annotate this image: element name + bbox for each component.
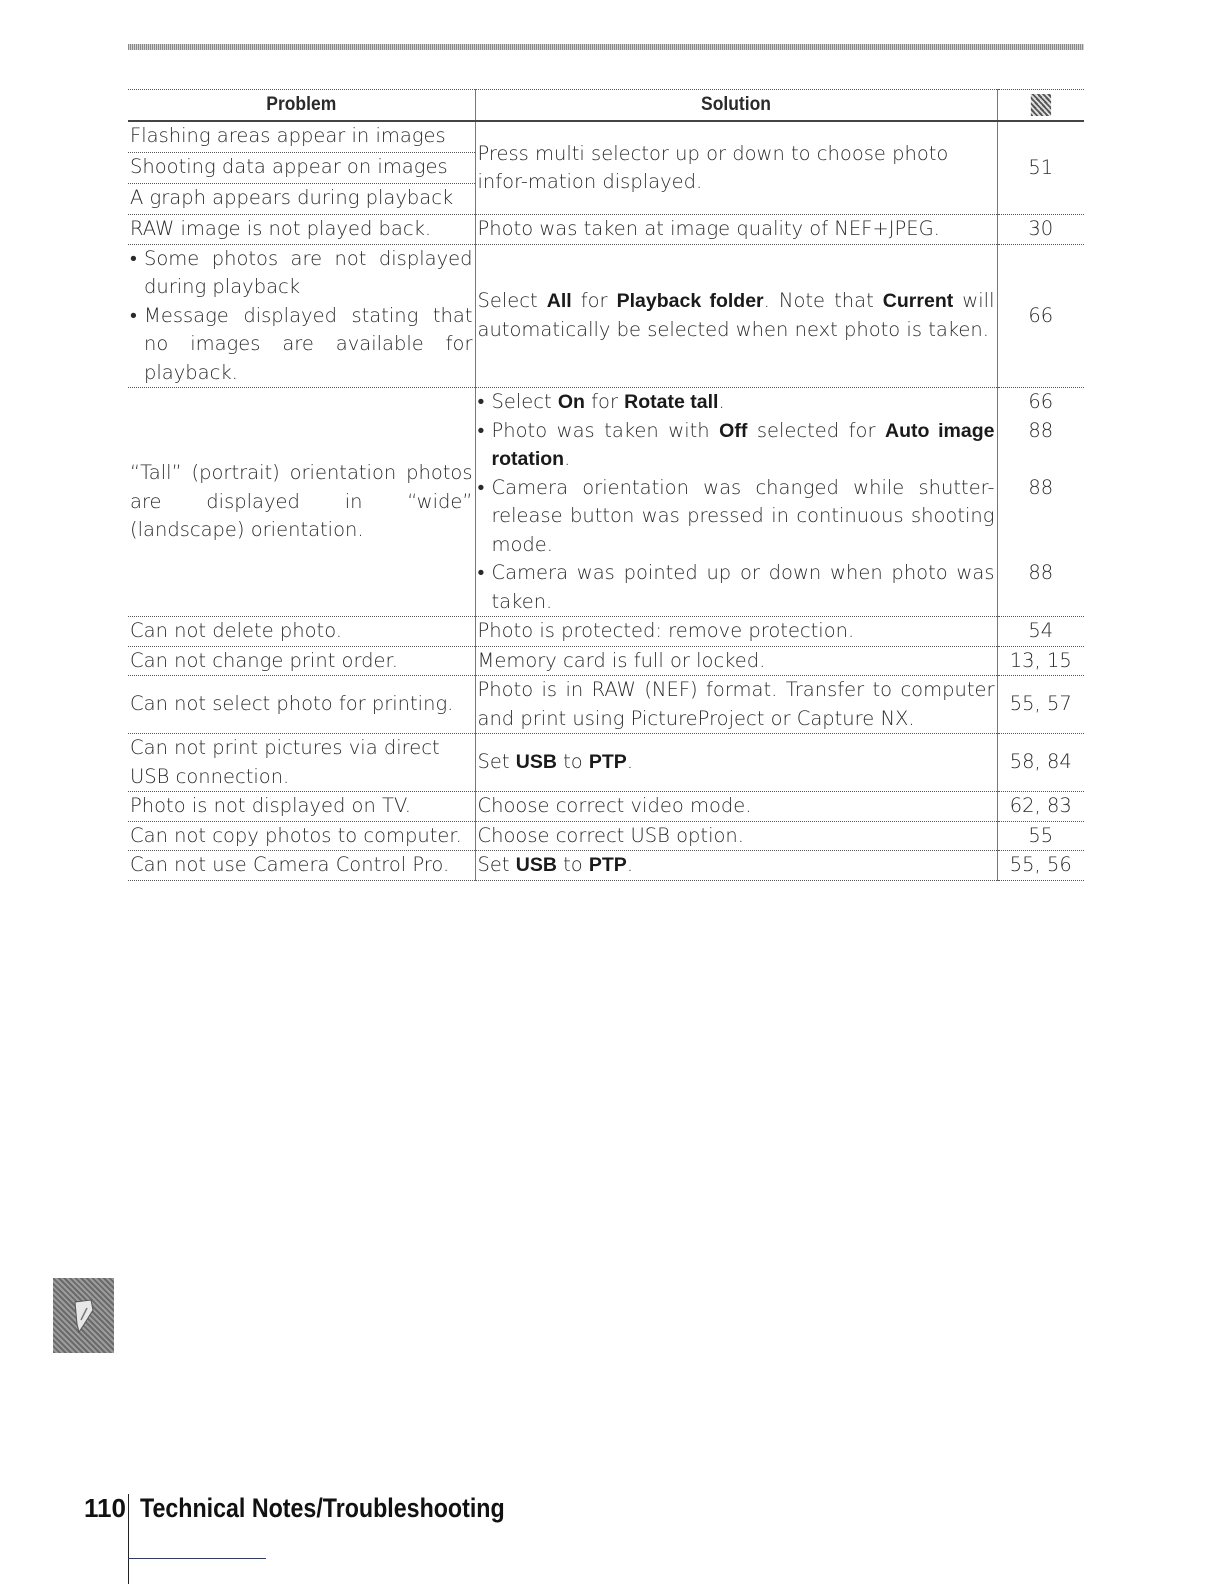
solution-cell: Photo is protected: remove protection. — [475, 617, 997, 647]
solution-cell: Set USB to PTP. — [475, 851, 997, 881]
page-ref-line: 66 — [1028, 390, 1054, 413]
header-solution: Solution — [496, 90, 976, 122]
section-side-tab — [53, 1278, 114, 1353]
page-ref: 58, 84 — [997, 734, 1084, 792]
page-ref-line: 88 — [1028, 418, 1054, 442]
page-ref-line: 88 — [1028, 475, 1054, 499]
footer-divider — [128, 1494, 129, 1584]
table-row — [128, 388, 1084, 617]
table-row — [128, 617, 1084, 647]
problem-cell: RAW image is not played back. — [128, 215, 475, 245]
solution-cell: Choose correct video mode. — [475, 792, 997, 822]
page-ref: 66 — [997, 244, 1084, 388]
bullet-text: Message displayed stating that no images are available for playback. — [144, 303, 473, 384]
problem-cell: Can not use Camera Control Pro. — [128, 851, 475, 881]
bullet-text: Camera orientation was changed while shutter-release button was pressed in continuous shooting mode. — [491, 475, 995, 556]
page-ref: 30 — [997, 215, 1084, 245]
solution-cell: Choose correct USB option. — [475, 821, 997, 851]
footer-rule — [128, 1558, 266, 1559]
problem-cell: Can not select photo for printing. — [128, 676, 475, 734]
bullet-item: • Camera orientation was changed while shutter-release button was pressed in continuous shooting mode. — [478, 474, 995, 560]
troubleshooting-table — [128, 89, 1084, 881]
bullet-text: Camera was pointed up or down when photo was taken. — [491, 561, 995, 613]
problem-line: Shooting data appear on images — [128, 153, 475, 184]
problem-line: Flashing areas appear in images — [128, 122, 475, 153]
page-ref: 13, 15 — [997, 646, 1084, 676]
table-row — [128, 121, 1084, 215]
header-problem: Problem — [142, 90, 461, 122]
table-row — [128, 821, 1084, 851]
table-row — [128, 792, 1084, 822]
page-ref: 62, 83 — [997, 792, 1084, 822]
page-ref: 55, 56 — [997, 851, 1084, 881]
page-ref: 55, 57 — [997, 676, 1084, 734]
table-row — [128, 851, 1084, 881]
bullet-text: Some photos are not displayed during playback — [144, 246, 473, 298]
problem-line: A graph appears during playback — [130, 186, 454, 209]
bullet-item: • Select On for Rotate tall. — [477, 390, 725, 413]
page-ref: 51 — [997, 121, 1084, 215]
solution-cell — [475, 388, 997, 617]
page-reference-icon — [1031, 94, 1051, 116]
page-number: 110 — [84, 1493, 126, 1523]
header-page — [1000, 90, 1080, 122]
technical-notes-icon — [71, 1296, 97, 1336]
section-title: Technical Notes/Troubleshooting — [140, 1493, 505, 1523]
bullet-item: • Camera was pointed up or down when photo was taken. — [478, 559, 995, 616]
table-row — [128, 734, 1084, 792]
solution-cell: Photo was taken at image quality of NEF+JPEG. — [475, 215, 997, 245]
solution-cell: Memory card is full or locked. — [475, 646, 997, 676]
problem-cell: Can not delete photo. — [128, 617, 475, 647]
bullet-item: • Some photos are not displayed during playback — [130, 245, 473, 302]
problem-cell: Photo is not displayed on TV. — [128, 792, 475, 822]
table-row — [128, 215, 1084, 245]
problem-cell: Can not change print order. — [128, 646, 475, 676]
problem-cell — [128, 121, 475, 215]
table-header-row — [128, 90, 1084, 122]
page-ref — [997, 388, 1084, 617]
solution-cell: Set USB to PTP. — [475, 734, 997, 792]
problem-cell: Can not copy photos to computer. — [128, 821, 475, 851]
problem-cell — [128, 244, 475, 388]
solution-cell: Photo is in RAW (NEF) format. Transfer to computer and print using PictureProject or Capture NX. — [475, 676, 997, 734]
page-ref: 55 — [997, 821, 1084, 851]
problem-cell: Can not print pictures via direct USB connection. — [128, 734, 475, 792]
table-row — [128, 676, 1084, 734]
top-rule — [128, 44, 1084, 50]
solution-cell: Press multi selector up or down to choose photo infor-mation displayed. — [475, 121, 997, 215]
bullet-item: • Photo was taken with Off selected for Auto image rotation. — [477, 418, 995, 470]
table-row — [128, 244, 1084, 388]
page-ref-line: 88 — [1028, 561, 1054, 584]
page-ref: 54 — [997, 617, 1084, 647]
problem-cell: “Tall” (portrait) orientation photos are displayed in “wide” (landscape) orientation. — [128, 388, 475, 617]
solution-cell: Select All for Playback folder. Note that Current will automatically be selected when next photo is taken. — [475, 244, 997, 388]
bullet-item: • Message displayed stating that no images are available for playback. — [130, 302, 473, 388]
table-row — [128, 646, 1084, 676]
